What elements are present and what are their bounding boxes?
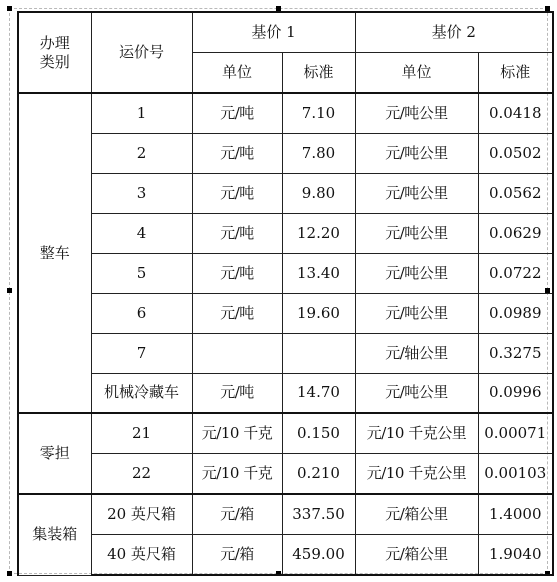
- unit1-cell: 元/吨: [192, 93, 282, 133]
- rate-no-cell: 4: [91, 213, 192, 253]
- unit2-cell: 元/吨公里: [355, 93, 478, 133]
- unit2-cell: 元/10 千克公里: [355, 453, 478, 494]
- unit2-cell: 元/箱公里: [355, 494, 478, 534]
- resize-handle-top-left[interactable]: [7, 6, 12, 11]
- unit1-cell: 元/吨: [192, 133, 282, 173]
- unit1-cell: 元/10 千克: [192, 413, 282, 453]
- std1-header: 标准: [282, 52, 355, 93]
- std1-cell: [282, 333, 355, 373]
- table-row: [18, 333, 553, 373]
- std2-cell: 0.0996: [478, 373, 553, 413]
- unit1-cell: 元/吨: [192, 253, 282, 293]
- base2-header: 基价 2: [355, 12, 553, 52]
- std1-cell: 0.210: [282, 453, 355, 494]
- table-row: [18, 494, 553, 534]
- unit1-cell: 元/吨: [192, 213, 282, 253]
- freight-rate-table: [17, 11, 554, 576]
- resize-handle-bottom-left[interactable]: [7, 571, 12, 576]
- rate-no-cell: 2: [91, 133, 192, 173]
- category-cell: 集装箱: [18, 494, 91, 575]
- std2-cell: 0.0418: [478, 93, 553, 133]
- std2-cell: 0.3275: [478, 333, 553, 373]
- rate-no-cell: 21: [91, 413, 192, 453]
- table-row: [18, 413, 553, 453]
- table-row: [18, 93, 553, 133]
- resize-handle-middle-left[interactable]: [7, 288, 12, 293]
- unit1-cell: [192, 333, 282, 373]
- unit2-header: 单位: [355, 52, 478, 93]
- std1-cell: 459.00: [282, 534, 355, 575]
- unit2-cell: 元/吨公里: [355, 293, 478, 333]
- table-row: [18, 253, 553, 293]
- rate-no-cell: 5: [91, 253, 192, 293]
- std2-cell: 0.00103: [478, 453, 553, 494]
- std1-cell: 9.80: [282, 173, 355, 213]
- std1-cell: 12.20: [282, 213, 355, 253]
- table-row: [18, 293, 553, 333]
- std2-cell: 1.9040: [478, 534, 553, 575]
- unit1-cell: 元/10 千克: [192, 453, 282, 494]
- unit2-cell: 元/吨公里: [355, 213, 478, 253]
- unit2-cell: 元/10 千克公里: [355, 413, 478, 453]
- unit1-cell: 元/吨: [192, 373, 282, 413]
- unit2-cell: 元/吨公里: [355, 253, 478, 293]
- category-header: [18, 12, 91, 93]
- unit1-cell: 元/箱: [192, 494, 282, 534]
- table-row: [18, 133, 553, 173]
- std2-cell: 0.0629: [478, 213, 553, 253]
- table-row: [18, 534, 553, 575]
- std1-cell: 337.50: [282, 494, 355, 534]
- rate-no-cell: 22: [91, 453, 192, 494]
- unit2-cell: 元/吨公里: [355, 133, 478, 173]
- std1-cell: 7.10: [282, 93, 355, 133]
- unit1-cell: 元/吨: [192, 293, 282, 333]
- category-cell: 零担: [18, 413, 91, 494]
- std1-cell: 14.70: [282, 373, 355, 413]
- std1-cell: 0.150: [282, 413, 355, 453]
- rate-no-cell: 20 英尺箱: [91, 494, 192, 534]
- category-header-line-2: 类别: [39, 52, 70, 71]
- unit2-cell: 元/箱公里: [355, 534, 478, 575]
- table-row: [18, 173, 553, 213]
- category-header-line-1: 办理: [39, 33, 70, 52]
- std2-cell: 0.0502: [478, 133, 553, 173]
- rate-no-cell: 机械冷藏车: [91, 373, 192, 413]
- rate-no-header: 运价号: [91, 12, 192, 93]
- std2-header: 标准: [478, 52, 553, 93]
- std2-cell: 1.4000: [478, 494, 553, 534]
- header-row-1: [18, 12, 553, 52]
- unit2-cell: 元/吨公里: [355, 173, 478, 213]
- table-row: [18, 453, 553, 494]
- unit1-cell: 元/箱: [192, 534, 282, 575]
- rate-no-cell: 7: [91, 333, 192, 373]
- table-row: [18, 213, 553, 253]
- rate-no-cell: 3: [91, 173, 192, 213]
- std2-cell: 0.0722: [478, 253, 553, 293]
- category-cell: 整车: [18, 93, 91, 413]
- base1-header: 基价 1: [192, 12, 355, 52]
- unit2-cell: 元/吨公里: [355, 373, 478, 413]
- std1-cell: 7.80: [282, 133, 355, 173]
- table-row: [18, 373, 553, 413]
- unit1-header: 单位: [192, 52, 282, 93]
- rate-no-cell: 1: [91, 93, 192, 133]
- std2-cell: 0.0562: [478, 173, 553, 213]
- rate-no-cell: 40 英尺箱: [91, 534, 192, 575]
- rate-no-cell: 6: [91, 293, 192, 333]
- std1-cell: 19.60: [282, 293, 355, 333]
- unit2-cell: 元/轴公里: [355, 333, 478, 373]
- unit1-cell: 元/吨: [192, 173, 282, 213]
- std2-cell: 0.0989: [478, 293, 553, 333]
- std2-cell: 0.00071: [478, 413, 553, 453]
- std1-cell: 13.40: [282, 253, 355, 293]
